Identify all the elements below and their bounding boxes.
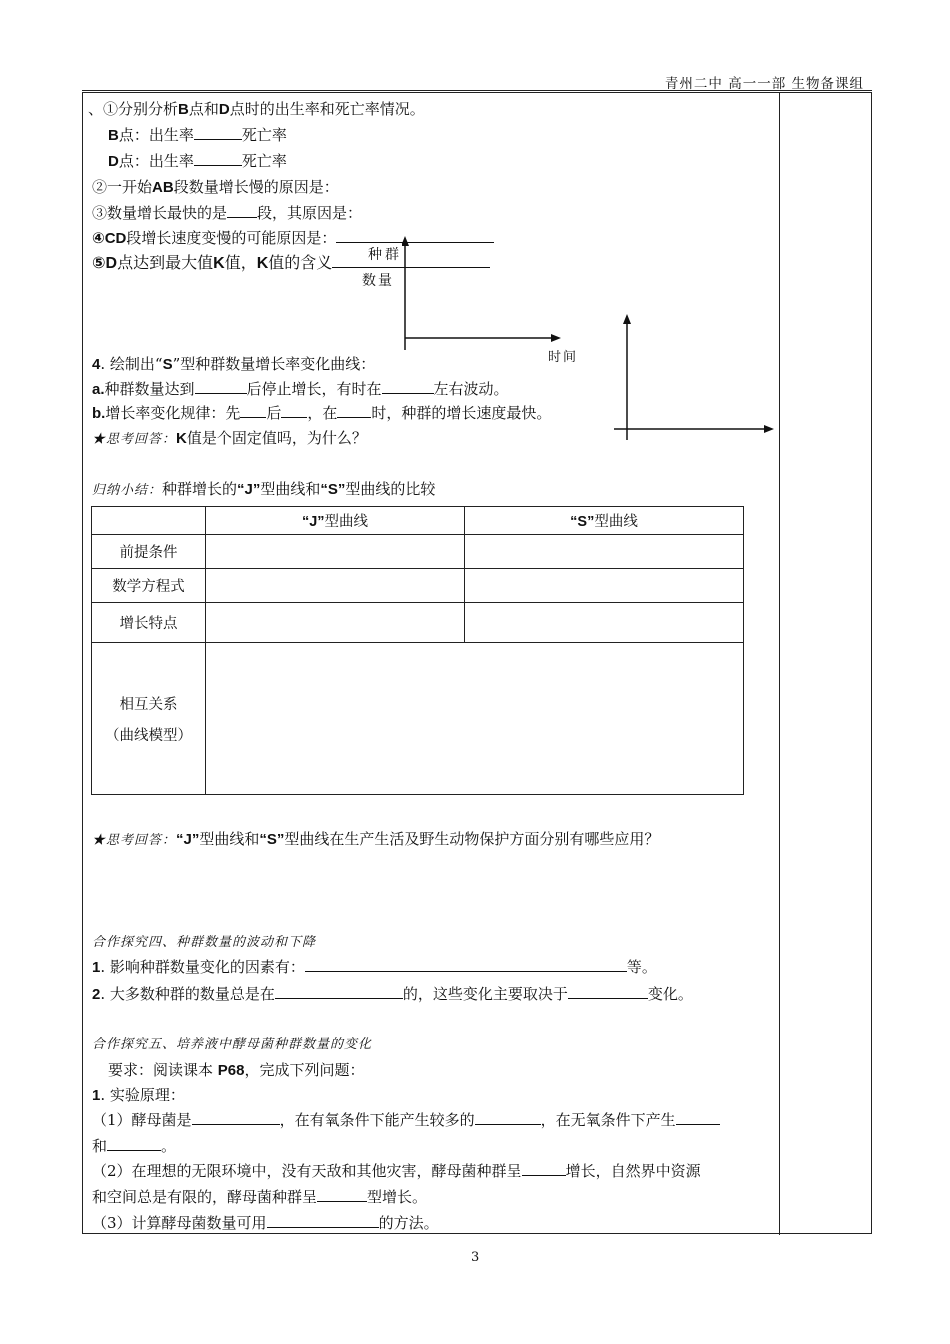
blank[interactable]: [382, 379, 434, 394]
blank[interactable]: [337, 403, 371, 418]
think-question-application: ★思考回答：“J”型曲线和“S”型曲线在生产生活及野生动物保护方面分别有哪些应用？: [92, 830, 660, 848]
table-header-row: [92, 507, 744, 535]
blank[interactable]: [107, 1136, 161, 1151]
blank[interactable]: [676, 1110, 720, 1125]
y-arrow-icon: [401, 236, 409, 246]
section-4-a: a.种群数量达到 后停止增长，有时在 左右波动。: [92, 380, 509, 398]
question-line-5: ⑤D点达到最大值K值，K值的含义: [92, 250, 490, 273]
section-4-title: 4. 绘制出“S”型种群数量增长率变化曲线：: [92, 355, 376, 373]
x-axis-label: 时间: [548, 350, 579, 365]
blank[interactable]: [192, 1110, 280, 1125]
row-label: 前提条件: [92, 535, 206, 569]
blank[interactable]: [522, 1161, 566, 1176]
x-arrow-icon: [764, 425, 774, 433]
blank[interactable]: [227, 203, 257, 218]
table-cell[interactable]: [465, 535, 744, 569]
relation-sublabel: （曲线模型）: [105, 727, 192, 744]
coop-5-s2: （2）在理想的无限环境中，没有天敌和其他灾害，酵母菌种群呈 增长，自然界中资源: [92, 1162, 701, 1180]
question-line-2: ②一开始AB段数量增长慢的原因是：: [92, 178, 339, 196]
page-number: 3: [471, 1250, 480, 1265]
row-label: 数学方程式: [92, 569, 206, 603]
question-line-4: ④CD段增长速度变慢的可能原因是：: [92, 227, 494, 248]
d-point-line: D点：出生率 死亡率: [108, 152, 287, 170]
table-cell[interactable]: [206, 535, 465, 569]
comparison-table: [91, 506, 744, 795]
blank[interactable]: [240, 403, 266, 418]
blank[interactable]: [195, 379, 247, 394]
table-header-s: “S”型曲线: [465, 507, 744, 535]
coop-5-title: 合作探究五、培养液中酵母菌种群数量的变化: [92, 1037, 373, 1052]
think-question-k: ★思考回答：K值是个固定值吗，为什么？: [92, 429, 367, 447]
table-cell[interactable]: [465, 569, 744, 603]
question-line-3: ③数量增长最快的是 段，其原因是：: [92, 204, 363, 222]
table-row: [92, 569, 744, 603]
table-cell[interactable]: [206, 603, 465, 643]
table-header-j: “J”型曲线: [206, 507, 465, 535]
y-arrow-icon: [623, 314, 631, 324]
x-arrow-icon: [551, 334, 561, 342]
coop-4-q2: 2. 大多数种群的数量总是在 的，这些变化主要取决于 变化。: [92, 985, 693, 1003]
population-axes-graph: [395, 232, 565, 362]
y-axis-label-2: 数量: [362, 273, 394, 289]
frame-top-line: [82, 90, 872, 91]
blank[interactable]: [194, 125, 242, 140]
table-cell-merged[interactable]: [206, 643, 744, 795]
coop-5-s2-cont: 和空间总是有限的，酵母菌种群呈 型增长。: [92, 1188, 428, 1206]
coop-5-s3: （3）计算酵母菌数量可用 的方法。: [92, 1214, 439, 1232]
margin-column-divider: [779, 92, 780, 1235]
coop-5-s1: （1）酵母菌是 ，在有氧条件下能产生较多的 ，在无氧条件下产生: [92, 1109, 720, 1130]
coop-5-s1-cont: 和 。: [92, 1137, 177, 1155]
table-cell[interactable]: [465, 603, 744, 643]
growth-rate-axes-graph: [612, 310, 777, 445]
y-axis-label: 种群: [368, 244, 402, 264]
section-4-b: b.增长率变化规律：先 后 ，在 时，种群的增长速度最快。: [92, 404, 552, 422]
coop-5-requirement: 要求：阅读课本 P68，完成下列问题：: [108, 1061, 365, 1079]
row-label: 增长特点: [92, 603, 206, 643]
blank[interactable]: [194, 151, 242, 166]
summary-title: 归纳小结：种群增长的“J”型曲线和“S”型曲线的比较: [92, 480, 436, 498]
blank[interactable]: [281, 403, 307, 418]
table-cell[interactable]: [206, 569, 465, 603]
blank[interactable]: [267, 1213, 379, 1228]
question-line-1: 、①分别分析B点和D点时的出生率和死亡率情况。: [88, 100, 425, 118]
coop-4-title: 合作探究四、种群数量的波动和下降: [92, 935, 317, 950]
page-header: 青州二中 高一一部 生物备课组: [664, 76, 864, 92]
coop-5-p1: 1. 实验原理：: [92, 1086, 185, 1104]
relation-label: 相互关系: [119, 696, 178, 713]
blank[interactable]: [305, 957, 627, 972]
blank[interactable]: [275, 984, 403, 999]
blank[interactable]: [317, 1187, 367, 1202]
table-row: [92, 643, 744, 795]
table-row: [92, 603, 744, 643]
blank[interactable]: [475, 1110, 541, 1125]
b-point-line: B点：出生率 死亡率: [108, 126, 287, 144]
table-row: [92, 535, 744, 569]
row-label-relation: [92, 643, 206, 795]
table-cell: [92, 507, 206, 535]
blank[interactable]: [568, 984, 648, 999]
coop-4-q1: 1. 影响种群数量变化的因素有： 等。: [92, 958, 657, 976]
